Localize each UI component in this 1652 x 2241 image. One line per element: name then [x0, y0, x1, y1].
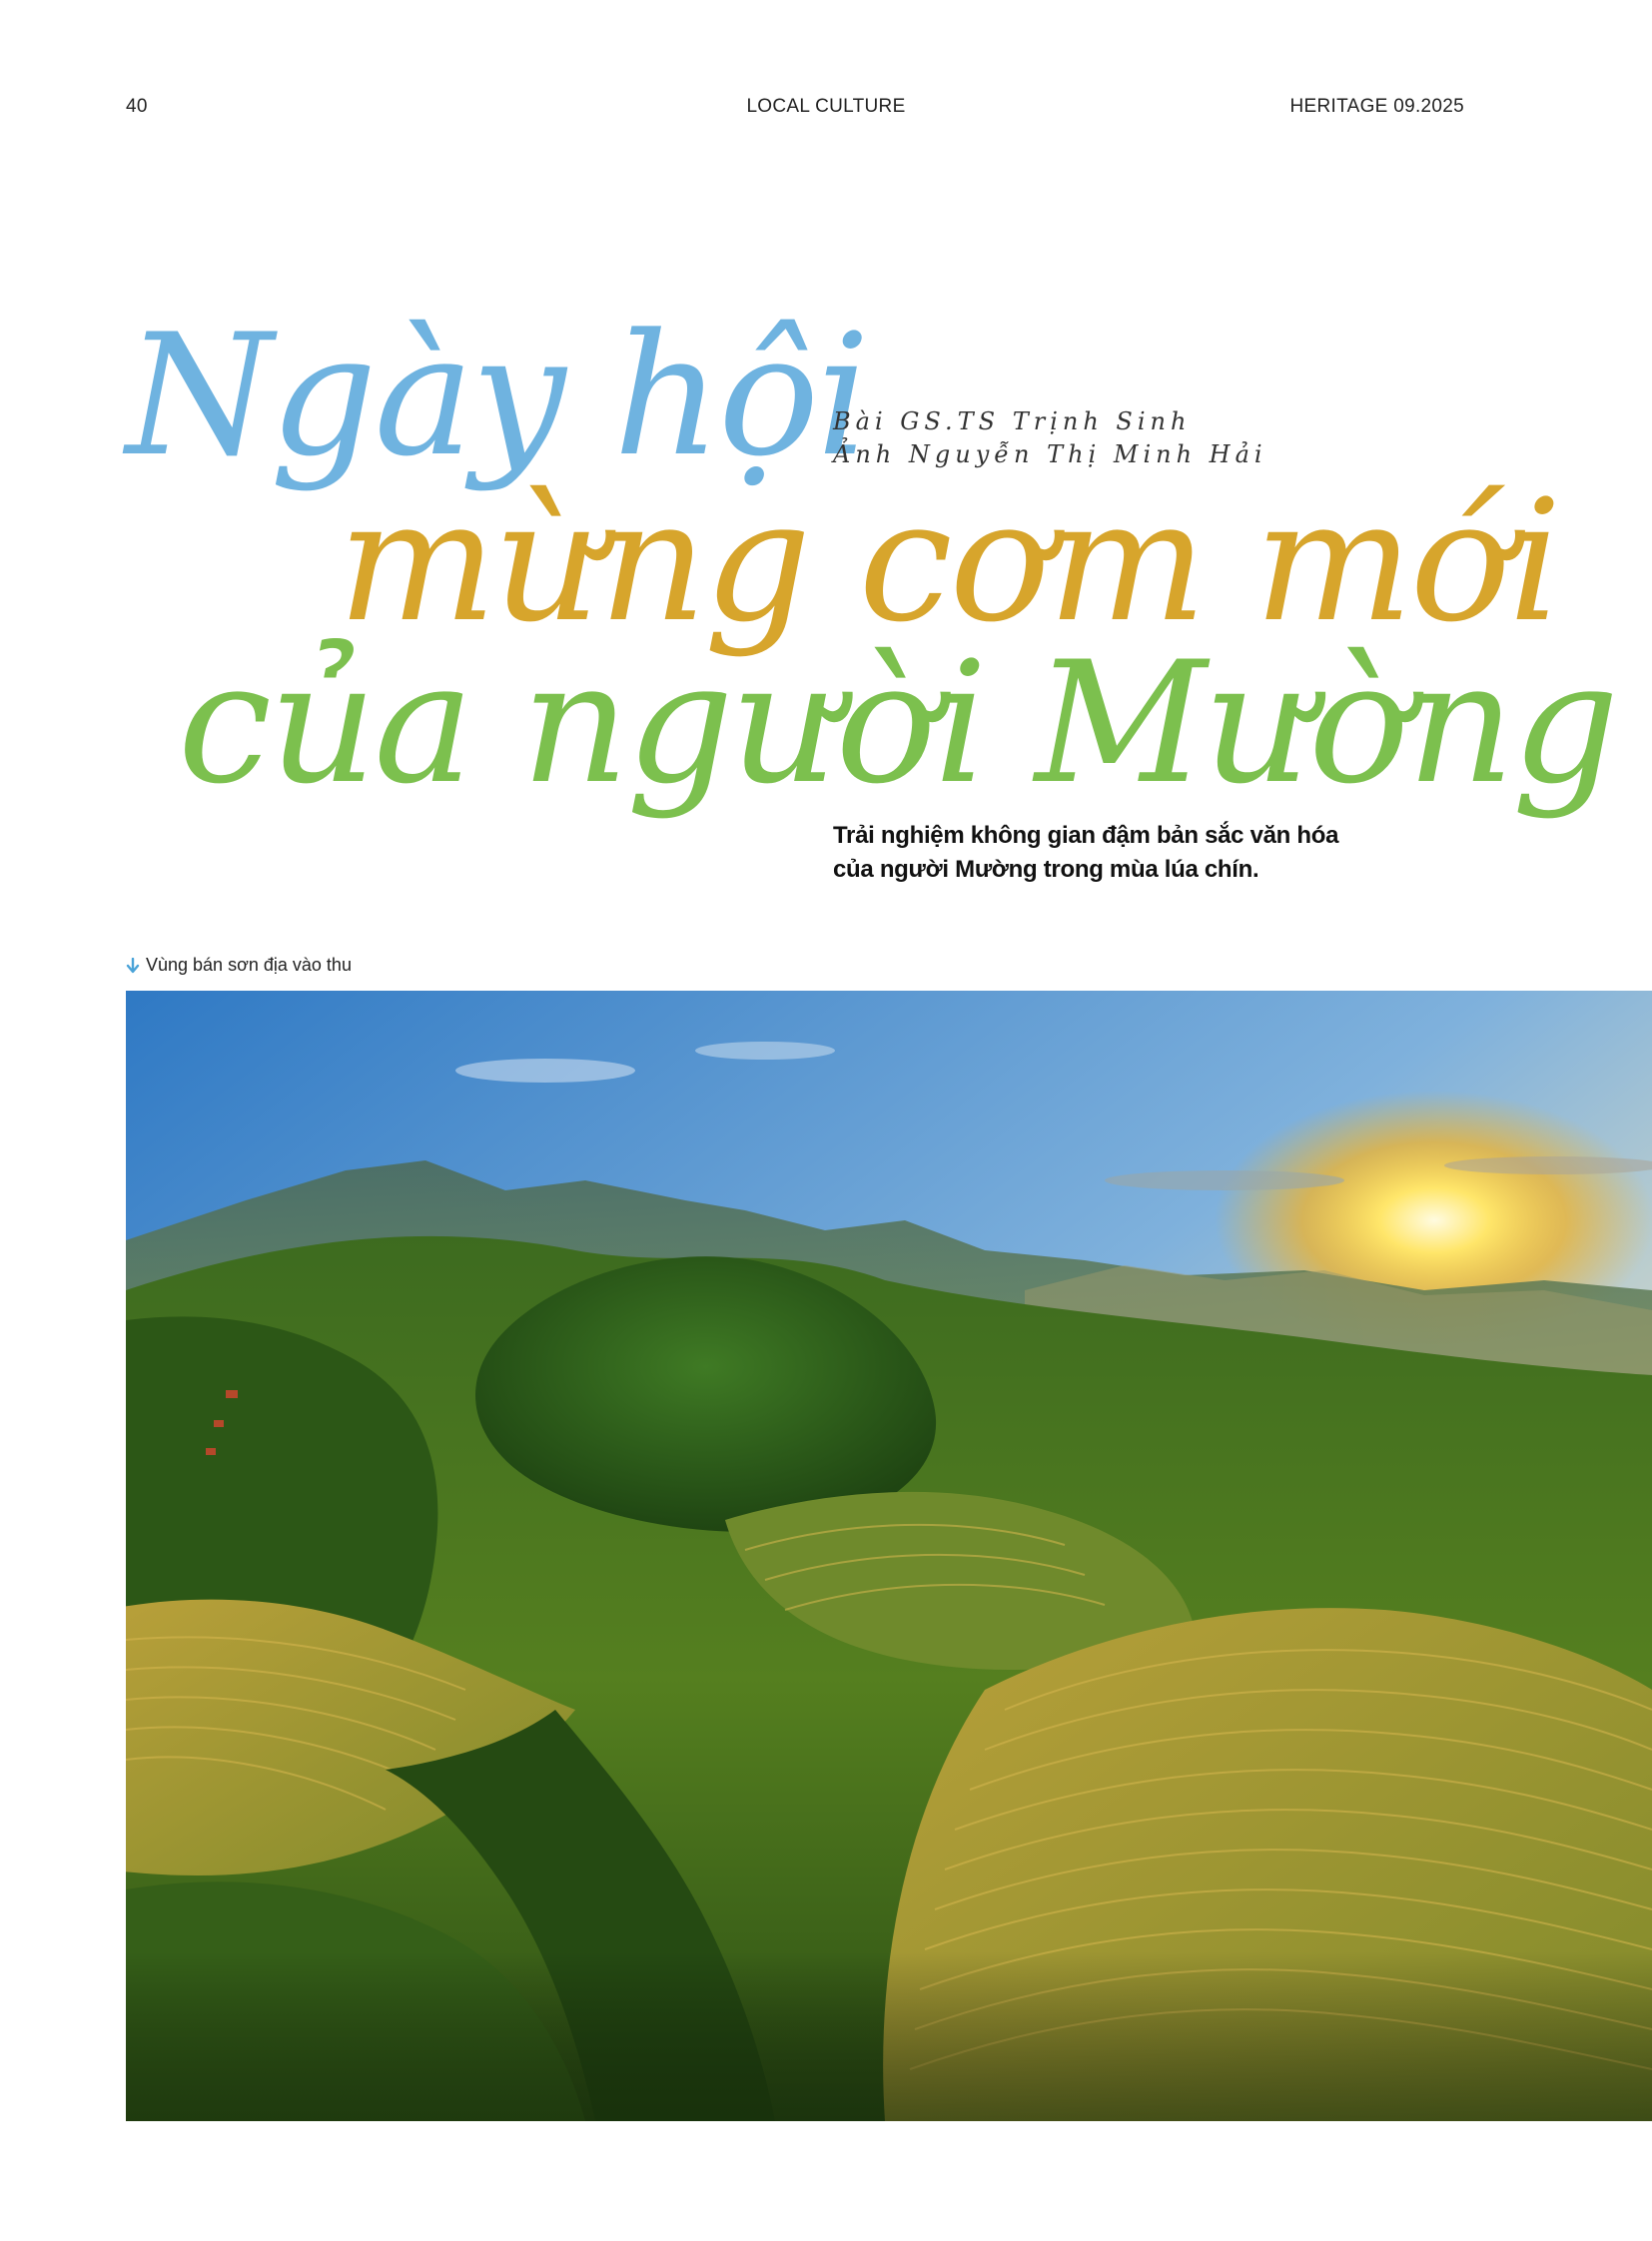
byline-author: Bài GS.TS Trịnh Sinh: [833, 407, 1192, 435]
headline-line-3: của người Mường: [178, 625, 1617, 821]
hero-photo-terraced-rice-fields: [126, 991, 1652, 2121]
landscape-illustration: [126, 991, 1652, 2121]
headline-line-2: mừng cơm mới: [338, 463, 1559, 659]
arrow-down-icon: [126, 958, 140, 974]
headline-line-1: Ngày hội: [126, 298, 868, 493]
page-number: 40: [126, 96, 148, 117]
standfirst-line-2: của người Mường trong mùa lúa chín.: [833, 856, 1259, 883]
photo-caption: [126, 955, 352, 976]
byline-photographer: Ảnh Nguyễn Thị Minh Hải: [833, 440, 1267, 468]
issue-label: HERITAGE 09.2025: [1289, 96, 1464, 117]
standfirst-line-1: Trải nghiệm không gian đậm bản sắc văn hóa: [833, 822, 1339, 849]
section-name: LOCAL CULTURE: [746, 96, 906, 117]
photo-caption-text: Vùng bán sơn địa vào thu: [146, 955, 352, 975]
